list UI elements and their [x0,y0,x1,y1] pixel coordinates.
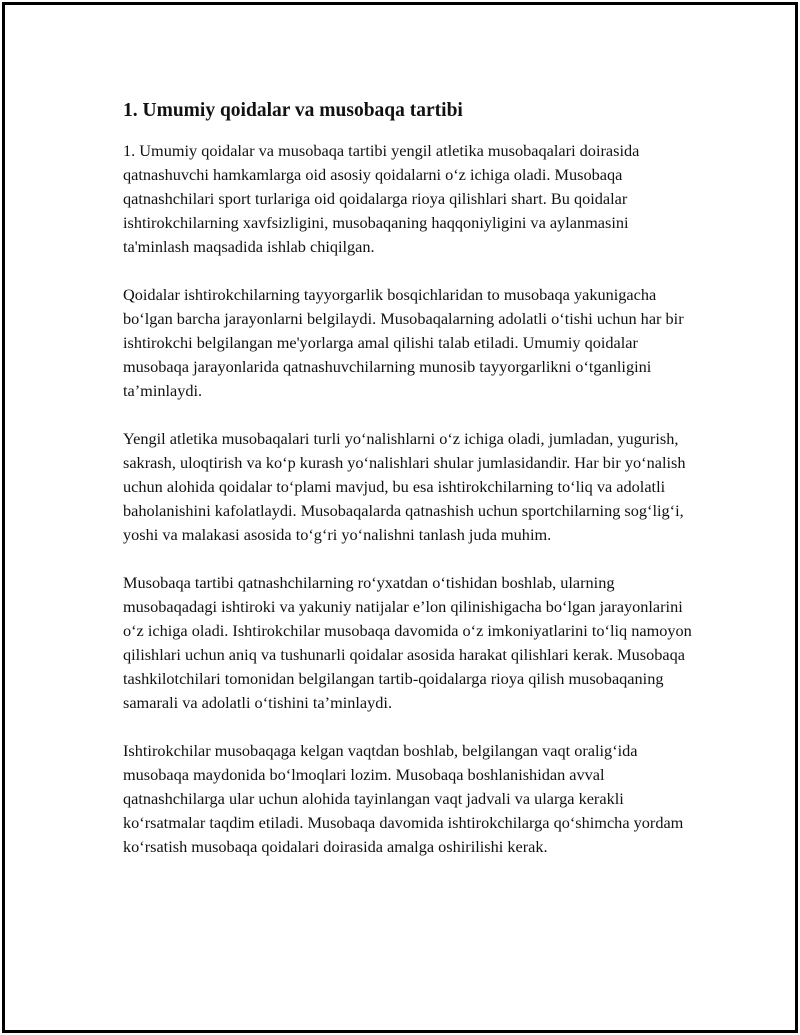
document-body [123,97,698,883]
paragraph-1: 1. Umumiy qoidalar va musobaqa tartibi yengil atletika musobaqalari doirasida qatnashuvchi hamkamlarga oid asosiy qoidalarni o‘z ichiga oladi. Musobaqa qatnashchilari sport turlariga oid qoidalarga rioya qilishlari shart. Bu qoidalar ishtirokchilarning xavfsizligini, musobaqaning haqqoniyligini va aylanmasini ta'minlash maqsadida ishlab chiqilgan. [123,141,640,256]
page-frame [2,2,798,1033]
paragraph-3: Yengil atletika musobaqalari turli yo‘nalishlarni o‘z ichiga oladi, jumladan, yugurish, sakrash, uloqtirish va ko‘p kurash yo‘nalishlari shular jumlasidandir. Har bir yo‘nalish uchun alohida qoidalar to‘plami mavjud, bu esa ishtirokchilarning to‘liq va adolatli baholanishini kafolatlaydi. Musobaqalarda qatnashish uchun sportchilarning sog‘lig‘i, yoshi va malakasi asosida to‘g‘ri yo‘nalishni tanlash juda muhim. [123,429,686,544]
paragraph-4: Musobaqa tartibi qatnashchilarning ro‘yxatdan o‘tishidan boshlab, ularning musobaqadagi ishtiroki va yakuniy natijalar e’lon qilinishigacha bo‘lgan jarayonlarini o‘z ichiga oladi. Ishtirokchilar musobaqa davomida o‘z imkoniyatlarini to‘liq namoyon qilishlari uchun aniq va tushunarli qoidalar asosida harakat qilishlari kerak. Musobaqa tashkilotchilari tomonidan belgilangan tartib-qoidalarga rioya qilish musobaqaning samarali va adolatli o‘tishini ta’minlaydi. [123,573,692,712]
section-heading: 1. Umumiy qoidalar va musobaqa tartibi [123,100,463,121]
paragraph-2: Qoidalar ishtirokchilarning tayyorgarlik bosqichlaridan to musobaqa yakunigacha bo‘lgan barcha jarayonlarni belgilaydi. Musobaqalarning adolatli o‘tishi uchun har bir ishtirokchi belgilangan me'yorlarga amal qilishi talab etiladi. Umumiy qoidalar musobaqa jarayonlarida qatnashuvchilarning munosib tayyorgarlikni o‘tganligini ta’minlaydi. [123,285,684,400]
paragraph-5: Ishtirokchilar musobaqaga kelgan vaqtdan boshlab, belgilangan vaqt oralig‘ida musobaqa maydonida bo‘lmoqlari lozim. Musobaqa boshlanishidan avval qatnashchilarga ular uchun alohida tayinlangan vaqt jadvali va ularga kerakli ko‘rsatmalar taqdim etiladi. Musobaqa davomida ishtirokchilarga qo‘shimcha yordam ko‘rsatish musobaqa qoidalari doirasida amalga oshirilishi kerak. [123,741,684,856]
